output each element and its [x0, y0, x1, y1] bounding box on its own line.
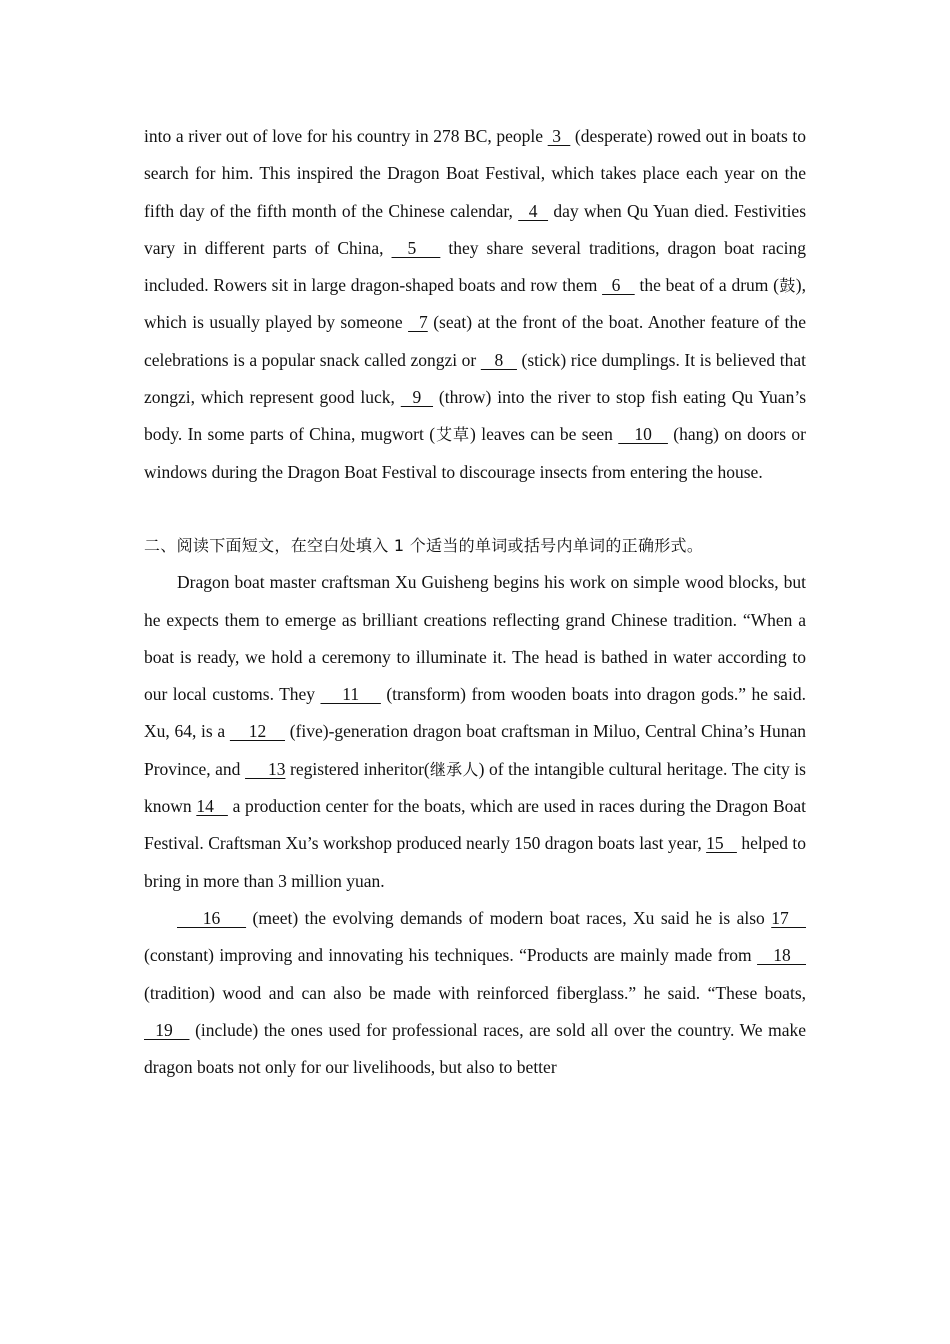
text: ) of the intangible cultural heritage. The city is known [144, 758, 806, 817]
document-page [144, 118, 806, 1086]
text: (stick) rice dumplings. It is believed that zongzi, which represent good luck, [144, 349, 806, 408]
blank-6: 6 [602, 275, 635, 296]
blank-5: 5 [391, 237, 441, 258]
text: (transform) from wooden boats into dragon gods.” he said. Xu, 64, is a [144, 684, 807, 742]
text: (desperate) rowed out in boats to search for him. This inspired the Dragon Boat Festival, which takes place each year on the fifth day of the fifth month of the Chinese calendar, [144, 126, 807, 221]
paragraph-3 [144, 900, 806, 1086]
blank-19: 19 [144, 1019, 190, 1040]
blank-15: 15 [706, 833, 737, 854]
blank-12: 12 [229, 721, 286, 742]
blank-13: 13 [245, 758, 286, 779]
blank-10: 10 [618, 424, 668, 445]
paragraph-2 [144, 564, 806, 900]
text: the beat of a drum ( [634, 275, 779, 296]
text: ) leaves can be seen [470, 424, 619, 445]
text: (meet) the evolving demands of modern boat races, Xu said he is also [246, 907, 772, 928]
blank-9: 9 [400, 387, 434, 408]
section-heading: 二、阅读下面短文，在空白处填入 1 个适当的单词或括号内单词的正确形式。 [144, 535, 704, 555]
spacer [144, 491, 806, 527]
text: registered inheritor( [285, 758, 430, 779]
text: into a river out of love for his country in 278 BC, people [144, 126, 548, 146]
blank-17: 17 [771, 907, 806, 928]
text: (five)-generation dragon boat craftsman in Miluo, Central China’s Hunan Province, and [144, 721, 807, 779]
blank-3: 3 [547, 126, 571, 146]
blank-8: 8 [480, 349, 517, 370]
chinese-gloss: 艾草 [435, 425, 471, 445]
text: (seat) at the front of the boat. Another feature of the celebrations is a popular snack called zongzi or [144, 312, 806, 370]
text: ), which is usually played by someone [144, 275, 806, 333]
blank-11: 11 [320, 684, 381, 705]
chinese-gloss: 继承人 [429, 759, 479, 779]
chinese-gloss: 鼓 [778, 276, 796, 296]
paragraph-1 [144, 118, 806, 491]
text: day when Qu Yuan died. Festivities vary in different parts of China, [144, 200, 807, 258]
text: (tradition) wood and can also be made with reinforced fiberglass.” he said. “These boats, [144, 982, 806, 1003]
text: (hang) on doors or windows during the Dragon Boat Festival to discourage insects from entering the house. [144, 424, 806, 482]
blank-4: 4 [518, 200, 549, 221]
text: (include) the ones used for professional races, are sold all over the country. We make dragon boats not only for our livelihoods, but also to better [144, 1019, 806, 1078]
text: they share several traditions, dragon boat racing included. Rowers sit in large dragon-shaped boats and row them [144, 237, 807, 296]
text: (throw) into the river to stop fish eating Qu Yuan’s body. In some parts of China, mugwort ( [144, 387, 806, 445]
text: a production center for the boats, which are used in races during the Dragon Boat Festival. Craftsman Xu’s workshop produced nearly 150 dragon boats last year, [144, 796, 806, 854]
blank-14: 14 [196, 796, 228, 817]
text: (constant) improving and innovating his techniques. “Products are mainly made from [144, 945, 758, 966]
blank-18: 18 [757, 945, 806, 966]
text: Dragon boat master craftsman Xu Guisheng begins his work on simple wood blocks, but he expects them to emerge as brilliant creations reflecting grand Chinese tradition. “When a boat is ready, we hold a ceremony to illuminate it. The head is bathed in water according to our local customs. They [144, 572, 806, 705]
text: helped to bring in more than 3 million yuan. [144, 833, 806, 891]
blank-16: 16 [177, 907, 247, 928]
blank-7: 7 [408, 312, 428, 333]
